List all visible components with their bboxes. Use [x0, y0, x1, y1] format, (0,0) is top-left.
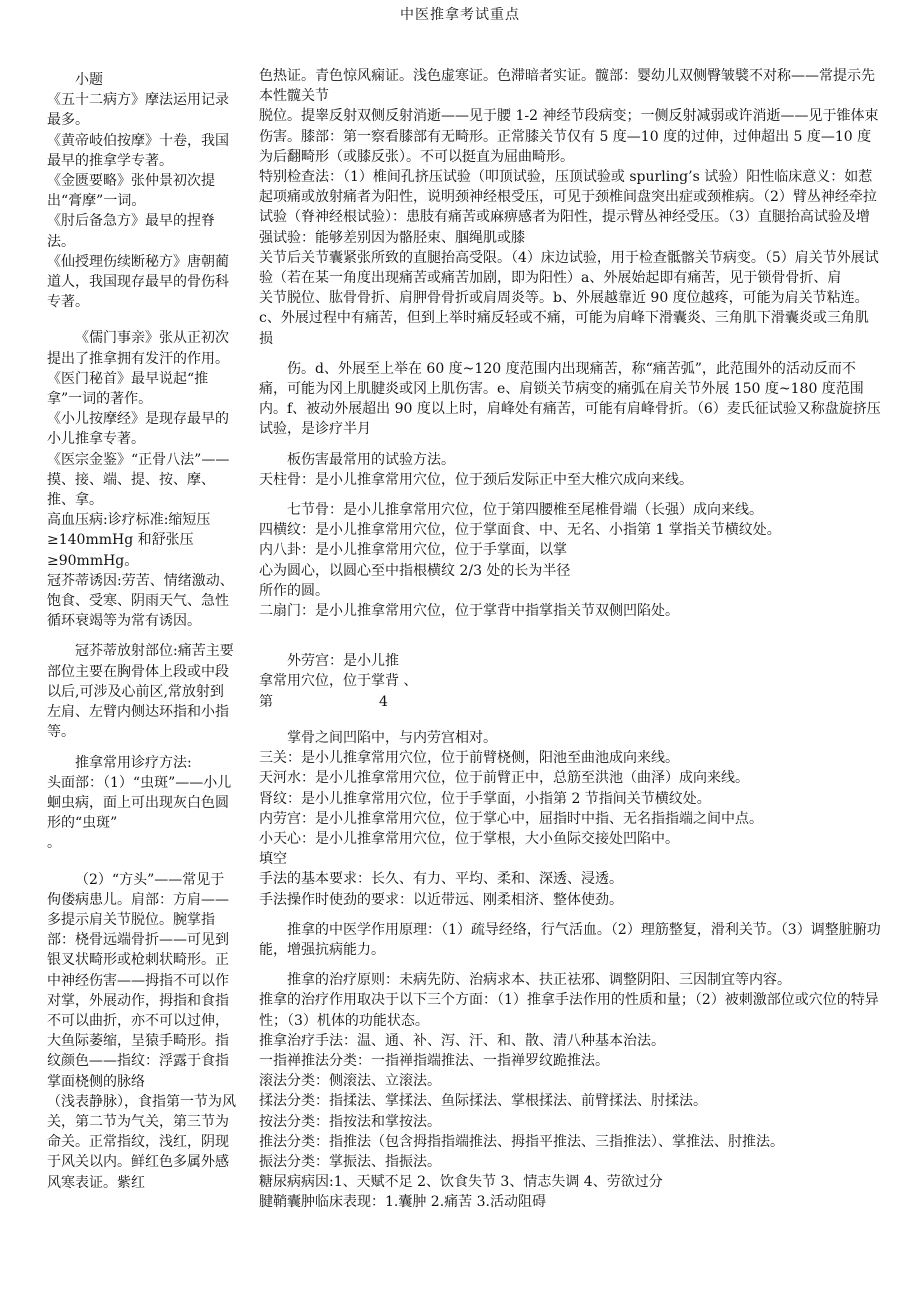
paragraph: 推拿的中医学作用原理：（1）疏导经络，行气活血。（2）理筋整复，滑利关节。（3）调整脏腑功能，增强抗病能力。 [259, 921, 881, 958]
paragraph: 《医宗金鉴》“正骨八法”——摸、接、端、提、按、摩、推、拿。 [47, 451, 230, 509]
page-number: 4 [379, 693, 388, 710]
paragraph: 手法操作时使劲的要求：以近带远、刚柔相济、整体使劲。 [259, 891, 623, 908]
paragraph [259, 692, 881, 712]
section-heading-fill-in: 填空 [259, 851, 287, 868]
paragraph: 冠芥蒂放射部位:痛苦主要部位主要在胸骨体上段或中段以后,可涉及心前区,常放射到左肩、左臂内侧达环指和小指等。 [47, 643, 234, 741]
paragraph: 小天心：是小儿推拿常用穴位，位于掌根，大小鱼际交接处凹陷中。 [259, 830, 679, 847]
paragraph: 心为圆心，以圆心至中指根横纹 2/3 处的长为半径 [259, 562, 571, 579]
paragraph: 《医门秘首》最早说起“推拿”一词的著作。 [47, 370, 209, 408]
paragraph: 关节脱位、肱骨骨折、肩胛骨骨折或肩周炎等。b、外展越靠近 90 度位越疼，可能为肩关节粘连。c、外展过程中有痛苦，但到上举时痛反轻或不痛，可能为肩峰下滑囊炎、三角肌下滑囊炎或三角肌损 [259, 290, 869, 347]
paragraph: 头面部：（1）“虫斑”——小儿蛔虫病，面上可出现灰白色圆形的“虫斑” [47, 774, 232, 832]
paragraph: 振法分类：掌振法、指振法。 [259, 1153, 441, 1170]
paragraph: 天河水：是小儿推拿常用穴位，位于前臂正中，总筋至洪池（曲泽）成向来线。 [259, 770, 749, 787]
paragraph: 《仙授理伤续断秘方》唐朝蔺道人，我国现存最早的骨伤科专著。 [47, 253, 229, 311]
paragraph: 《小儿按摩经》是现存最早的小儿推拿专著。 [47, 411, 229, 448]
paragraph: 手法的基本要求：长久、有力、平均、柔和、深透、浸透。 [259, 871, 623, 888]
paragraph: 板伤害最常用的试验方法。 [287, 451, 455, 468]
paragraph: 拿常用穴位，位于掌背 、 [259, 673, 418, 690]
paragraph: 《肘后备急方》最早的捏脊法。 [47, 213, 215, 250]
left-column [47, 70, 237, 1193]
right-column [259, 66, 881, 1213]
paragraph: 二扇门：是小儿推拿常用穴位，位于掌背中指掌指关节双侧凹陷处。 [259, 603, 679, 620]
paragraph: 四横纹：是小儿推拿常用穴位，位于掌面食、中、无名、小指第 1 掌指关节横纹处。 [259, 522, 781, 539]
paragraph: 脱位。提睾反射双侧反射消逝——见于腰 1-2 神经节段病变；一侧反射减弱或许消逝——见于锥体束伤害。膝部：第一察看膝部有无畸形。正常膝关节仅有 5 度—10 度的过伸，过伸超出 5 度—10 度为后翻畸形（或膝反张）。不可以挺直为屈曲畸形。 [259, 108, 879, 165]
paragraph: 揉法分类：指揉法、掌揉法、鱼际揉法、掌根揉法、前臂揉法、肘揉法。 [259, 1093, 707, 1110]
paragraph: 高血压病:诊疗标准:缩短压≥140mmHg 和舒张压≥90mmHg。 [47, 512, 211, 569]
paragraph: 七节骨：是小儿推拿常用穴位，位于第四腰椎至尾椎骨端（长强）成向来线。 [287, 502, 763, 519]
paragraph: 色热证。青色惊风痫证。浅色虚寒证。色滞暗者实证。髋部：婴幼儿双侧臀皱襞不对称——常提示先本性髋关节 [259, 68, 875, 105]
text-fragment: 第 [259, 693, 273, 710]
page-header: 中医推拿考试重点 [400, 7, 520, 23]
paragraph: 推法分类：指推法（包含拇指指端推法、拇指平推法、三指推法）、掌推法、肘推法。 [259, 1133, 784, 1150]
paragraph: 天柱骨：是小儿推拿常用穴位，位于颈后发际正中至大椎穴成向来线。 [259, 471, 693, 488]
paragraph: 推拿治疗手法：温、通、补、泻、汗、和、散、清八种基本治法。 [259, 1032, 665, 1049]
paragraph: 内劳宫：是小儿推拿常用穴位，位于掌心中，屈指时中指、无名指指端之间中点。 [259, 810, 763, 827]
paragraph: 滚法分类：侧滚法、立滚法。 [259, 1073, 441, 1090]
paragraph: 按法分类：指按法和掌按法。 [259, 1113, 441, 1130]
paragraph: 伤。d、外展至上举在 60 度~120 度范围内出现痛苦，称“痛苦弧”，此范围外的活动反而不痛，可能为冈上肌腱炎或冈上肌伤害。e、肩锁关节病变的痛弧在肩关节外展 150 度~180 度范围内。f、被动外展超出 90 度以上时，肩峰处有痛苦，可能有肩峰骨折。（6）麦氏征试验又称盘旋挤压试验，是诊疗半月 [259, 360, 881, 438]
paragraph: 《五十二病方》摩法运用记录最多。 [47, 92, 229, 129]
section-heading-short-questions: 小题 [75, 72, 103, 88]
paragraph: 掌骨之间凹陷中，与内劳宫相对。 [287, 729, 497, 746]
paragraph: 。 [47, 835, 61, 852]
paragraph: 肾纹：是小儿推拿常用穴位，位于手掌面，小指第 2 节指间关节横纹处。 [259, 790, 711, 807]
paragraph: 糖尿病病因:1、天赋不足 2、饮食失节 3、情志失调 4、劳欲过分 [259, 1174, 663, 1191]
paragraph: 《黄帝岐伯按摩》十卷，我国最早的推拿学专著。 [47, 132, 229, 169]
paragraph: 推拿的治疗作用取决于以下三个方面：（1）推拿手法作用的性质和量；（2）被刺激部位或穴位的特异性；（3）机体的功能状态。 [259, 992, 879, 1029]
paragraph: 所作的圆。 [259, 582, 329, 599]
paragraph: 腱鞘囊肿临床表现：1.囊肿 2.痛苦 3.活动阻碍 [259, 1194, 546, 1211]
paragraph: 三关：是小儿推拿常用穴位，位于前臂桡侧，阳池至曲池成向来线。 [259, 750, 679, 767]
paragraph: 冠芥蒂诱因:劳苦、情绪激动、饱食、受寒、阴雨天气、急性循环衰竭等为常有诱因。 [47, 572, 234, 630]
paragraph: 推拿常用诊疗方法: [75, 754, 192, 771]
paragraph: 推拿的治疗原则：未病先防、治病求本、扶正祛邪、调整阴阳、三因制宜等内容。 [287, 972, 791, 989]
paragraph: 《儒门事亲》张从正初次提出了推拿拥有发汗的作用。 [47, 330, 229, 367]
paragraph: （2）“方头”——常见于佝偻病患儿。肩部：方肩——多提示肩关节脱位。腕掌指部：桡骨远端骨折——可见到银叉状畸形或枪刺状畸形。正中神经伤害——拇指不可以作对掌，外展动作，拇指和食指不可以曲折，亦不可以过伸，大鱼际萎缩，呈猿手畸形。指纹颜色——指纹：浮露于食指掌面桡侧的脉络 [47, 871, 229, 1090]
paragraph: （浅表静脉），食指第一节为风关，第二节为气关，第三节为命关。正常指纹，浅红，阴现于风关以内。鲜红色多属外感风寒表证。紫红 [47, 1093, 236, 1191]
paragraph: 《金匮要略》张仲景初次提出“膏摩”一词。 [47, 173, 215, 210]
paragraph: 内八卦：是小儿推拿常用穴位，位于手掌面，以掌 [259, 542, 567, 559]
paragraph: 外劳宫：是小儿推 [287, 653, 399, 670]
paragraph: 关节后关节囊紧张所致的直腿抬高受限。（4）床边试验，用于检查骶髂关节病变。（5）肩关节外展试验（若在某一角度出现痛苦或痛苦加剧，即为阳性）a、外展始起即有痛苦，见于锁骨骨折、肩 [259, 249, 879, 287]
paragraph: 特别检查法：（1）椎间孔挤压试验（叩顶试验，压顶试验或 spurling’s 试验）阳性临床意义：如惹起项痛或放射痛者为阳性，说明颈神经根受压，可见于颈椎间盘突出症或颈椎病。（2）臂丛神经牵拉试验（脊神经根试验）：患肢有痛苦或麻痹感者为阳性，提示臂丛神经受压。（3）直腿抬高试验及增强试验：能够差别因为骼胫束、腘绳肌或膝 [259, 169, 877, 246]
paragraph: 一指禅推法分类：一指禅指端推法、一指禅罗纹跪推法。 [259, 1052, 609, 1069]
